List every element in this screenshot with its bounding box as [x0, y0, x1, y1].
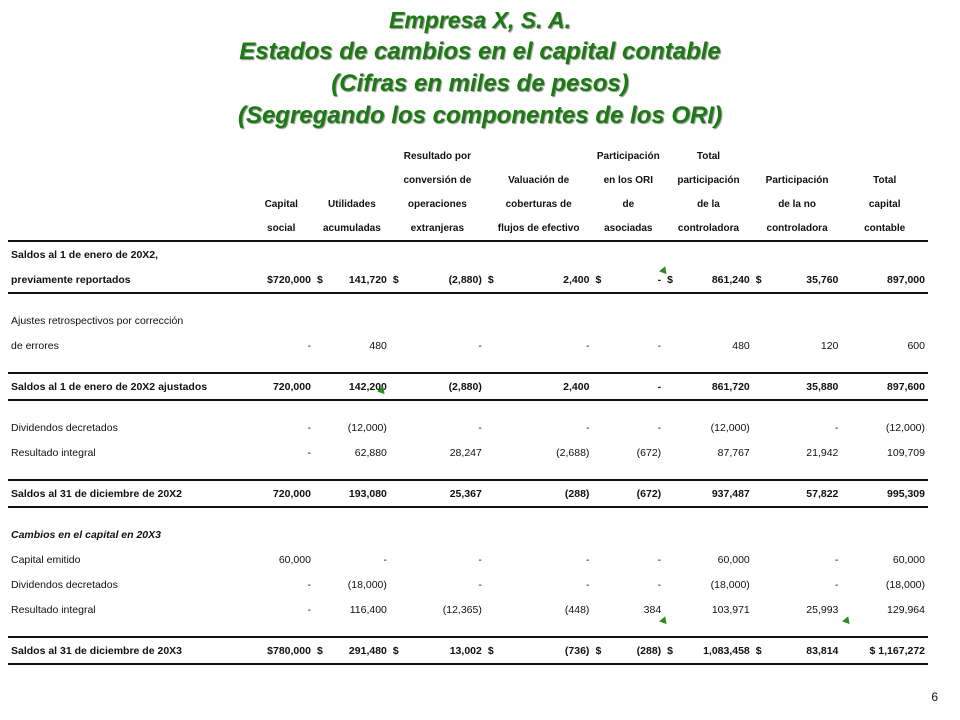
table-cell: 35,760: [768, 267, 842, 293]
row-label: previamente reportados: [8, 267, 249, 293]
currency-symbol: [390, 597, 405, 622]
col-header-ori: Participación: [596, 150, 660, 162]
table-row: [8, 373, 928, 400]
row-label: Dividendos decretados: [11, 578, 118, 591]
col-header-capital: Capital: [264, 198, 298, 210]
table-row: [8, 415, 928, 440]
table-cell: -: [585, 553, 590, 566]
table-row: [8, 267, 928, 293]
currency-symbol: [390, 415, 405, 440]
table-cell: 35,880: [768, 373, 842, 400]
table-row: [8, 572, 928, 597]
currency-symbol: [664, 373, 679, 400]
table-row: [8, 637, 928, 664]
row-label: Saldos al 1 de enero de 20X2,: [11, 248, 159, 261]
currency-symbol: [390, 572, 405, 597]
currency-symbol: [314, 572, 329, 597]
table-cell: -: [478, 421, 482, 434]
table-row: [8, 440, 928, 465]
header-row-4: social acumuladas extranjeras flujos de efectivo asociadas controladora controladora contable: [8, 216, 928, 241]
table-cell: 1,083,458: [679, 637, 753, 664]
table-cell: (2,880): [405, 373, 485, 400]
table-cell: 897,600: [841, 373, 928, 400]
table-cell: -: [834, 421, 839, 434]
currency-symbol: [390, 333, 405, 358]
table-cell: 480: [732, 339, 750, 352]
table-cell: -: [307, 446, 311, 459]
table-cell: 937,487: [679, 480, 753, 507]
table-cell: -: [657, 553, 662, 566]
table-cell: 87,767: [717, 446, 750, 459]
table-cell: 142,200: [329, 373, 390, 400]
currency-symbol: [664, 480, 679, 507]
table-cell: 103,971: [711, 603, 750, 616]
table-cell: -: [307, 421, 311, 434]
col-header-total-controladora: Total: [696, 150, 721, 162]
section-label: Cambios en el capital en 20X3: [11, 528, 161, 541]
currency-symbol: [753, 572, 768, 597]
table-cell: -: [585, 578, 590, 591]
table-cell: 21,942: [806, 446, 839, 459]
header-row-3: Capital Utilidades operaciones coberturas de de de la de la no capital: [8, 192, 928, 216]
currency-symbol: [485, 440, 500, 465]
currency-symbol: [664, 415, 679, 440]
currency-symbol: [314, 415, 329, 440]
table-cell: 995,309: [841, 480, 928, 507]
title-block: [0, 4, 960, 132]
currency-symbol: [485, 572, 500, 597]
currency-note: (Cifras en miles de pesos): [331, 70, 629, 97]
table-cell: -: [585, 421, 590, 434]
table-cell: (18,000): [710, 578, 750, 591]
table-cell: -: [478, 553, 482, 566]
row-label: Ajustes retrospectivos por corrección: [11, 314, 184, 327]
table-cell: 141,720: [329, 267, 390, 293]
table-cell: -: [307, 339, 311, 352]
table-body: [8, 241, 928, 664]
table-cell: $780,000: [249, 637, 314, 664]
col-header-utilidades: Utilidades: [328, 198, 376, 210]
currency-symbol: [592, 440, 607, 465]
table-cell: -: [478, 339, 482, 352]
table-cell: (2,688): [556, 446, 590, 459]
table-cell: -: [657, 421, 662, 434]
table-cell: (2,880): [405, 267, 485, 293]
table-cell: 720,000: [249, 480, 314, 507]
table-cell: -: [383, 553, 387, 566]
currency-symbol: $: [390, 637, 405, 664]
currency-symbol: [592, 597, 607, 622]
row-label: Saldos al 1 de enero de 20X2 ajustados: [8, 373, 249, 400]
table-cell: (18,000): [347, 578, 387, 591]
currency-symbol: [753, 547, 768, 572]
currency-symbol: $: [664, 637, 679, 664]
table-cell: 861,720: [679, 373, 753, 400]
table-cell: -: [834, 578, 839, 591]
header-row-1: [8, 144, 928, 168]
table-cell: 2,400: [500, 373, 593, 400]
currency-symbol: [753, 597, 768, 622]
currency-symbol: $: [390, 267, 405, 293]
table-cell: 28,247: [449, 446, 482, 459]
table-cell: 83,814: [768, 637, 842, 664]
table-cell: (736): [500, 637, 593, 664]
currency-symbol: [592, 373, 607, 400]
statement-title: Estados de cambios en el capital contable: [239, 38, 721, 65]
row-label: Resultado integral: [11, 603, 96, 616]
currency-symbol: [485, 597, 500, 622]
table-cell: 897,000: [841, 267, 928, 293]
table-cell: 60,000: [717, 553, 750, 566]
table-cell: 60,000: [278, 553, 311, 566]
currency-symbol: $: [592, 267, 607, 293]
table-cell: 25,367: [405, 480, 485, 507]
currency-symbol: [314, 597, 329, 622]
table-cell: (12,000): [347, 421, 387, 434]
currency-symbol: [390, 547, 405, 572]
table-cell: 291,480: [329, 637, 390, 664]
row-label: Dividendos decretados: [11, 421, 118, 434]
currency-symbol: [485, 480, 500, 507]
table-cell: -: [657, 339, 662, 352]
row-label: Saldos al 31 de diciembre de 20X3: [8, 637, 249, 664]
currency-symbol: [664, 572, 679, 597]
table-cell: 720,000: [249, 373, 314, 400]
table-cell: (12,000): [710, 421, 750, 434]
table-cell: $720,000: [249, 267, 314, 293]
currency-symbol: [592, 547, 607, 572]
currency-symbol: [390, 440, 405, 465]
currency-symbol: $: [314, 267, 329, 293]
table-cell: $ 1,167,272: [841, 637, 928, 664]
currency-symbol: [485, 415, 500, 440]
table-cell: -: [307, 578, 311, 591]
currency-symbol: $: [753, 267, 768, 293]
currency-symbol: $: [592, 637, 607, 664]
currency-symbol: [753, 333, 768, 358]
table-cell: 129,964: [887, 603, 925, 616]
currency-symbol: [314, 333, 329, 358]
table-cell: (672): [636, 446, 662, 459]
currency-symbol: [485, 547, 500, 572]
currency-symbol: [664, 547, 679, 572]
table-cell: 116,400: [349, 603, 387, 616]
currency-symbol: $: [314, 637, 329, 664]
col-header-valuacion: Valuación de: [508, 174, 570, 186]
company-name: Empresa X, S. A.: [389, 7, 571, 33]
currency-symbol: [753, 415, 768, 440]
currency-symbol: [592, 572, 607, 597]
table-cell: 120: [820, 339, 839, 352]
table-cell: (448): [564, 603, 590, 616]
table-cell: 2,400: [500, 267, 593, 293]
table-row: [8, 333, 928, 358]
table-cell: 480: [369, 339, 387, 352]
table-row: [8, 308, 928, 333]
table-cell: (288): [500, 480, 593, 507]
table-cell: 384: [643, 603, 662, 616]
table-cell: -: [585, 339, 590, 352]
currency-symbol: [485, 373, 500, 400]
table-cell: (288): [607, 637, 664, 664]
table-row: [8, 547, 928, 572]
col-header-no-controladora: Participación: [765, 174, 829, 186]
table-cell: -: [834, 553, 839, 566]
table-cell: -: [657, 578, 662, 591]
table-row: [8, 480, 928, 507]
table-cell: -: [607, 373, 664, 400]
table-cell: -: [307, 603, 311, 616]
row-label: Resultado integral: [11, 446, 96, 459]
currency-symbol: $: [485, 637, 500, 664]
currency-symbol: [314, 373, 329, 400]
currency-symbol: $: [485, 267, 500, 293]
col-header-total-capital: Total: [873, 174, 897, 186]
table-cell: 600: [907, 339, 925, 352]
currency-symbol: [592, 480, 607, 507]
table-cell: 25,993: [806, 603, 839, 616]
currency-symbol: [664, 440, 679, 465]
table-cell: 57,822: [768, 480, 842, 507]
currency-symbol: [314, 440, 329, 465]
table-row: [8, 241, 928, 267]
segregation-note: (Segregando los componentes de los ORI): [237, 102, 723, 129]
currency-symbol: $: [664, 267, 679, 293]
table-cell: -: [478, 578, 482, 591]
row-label: de errores: [11, 339, 59, 352]
row-label: Saldos al 31 de diciembre de 20X2: [8, 480, 249, 507]
table-cell: 109,709: [887, 446, 925, 459]
page-number: 6: [931, 690, 938, 704]
table-cell: (672): [607, 480, 664, 507]
header-row-2: conversión de Valuación de en los ORI participación Participación Total: [8, 168, 928, 192]
table-row: [8, 597, 928, 622]
table-cell: 62,880: [354, 446, 387, 459]
currency-symbol: [314, 480, 329, 507]
table-cell: (12,000): [885, 421, 925, 434]
table-cell: 60,000: [892, 553, 925, 566]
currency-symbol: [753, 440, 768, 465]
equity-statement-table: [8, 144, 928, 665]
currency-symbol: [390, 480, 405, 507]
currency-symbol: [592, 415, 607, 440]
col-header-conversion: Resultado por: [403, 150, 471, 162]
currency-symbol: [753, 373, 768, 400]
currency-symbol: [485, 333, 500, 358]
currency-symbol: [390, 373, 405, 400]
currency-symbol: $: [753, 637, 768, 664]
table-cell: 193,080: [329, 480, 390, 507]
row-label: Capital emitido: [11, 553, 81, 566]
currency-symbol: [592, 333, 607, 358]
currency-symbol: [314, 547, 329, 572]
table-cell: (12,365): [442, 603, 482, 616]
table-row: [8, 522, 928, 547]
currency-symbol: [753, 480, 768, 507]
table-cell: 861,240: [679, 267, 753, 293]
table-cell: -: [607, 267, 664, 293]
table-cell: 13,002: [405, 637, 485, 664]
currency-symbol: [664, 333, 679, 358]
table-cell: (18,000): [885, 578, 925, 591]
